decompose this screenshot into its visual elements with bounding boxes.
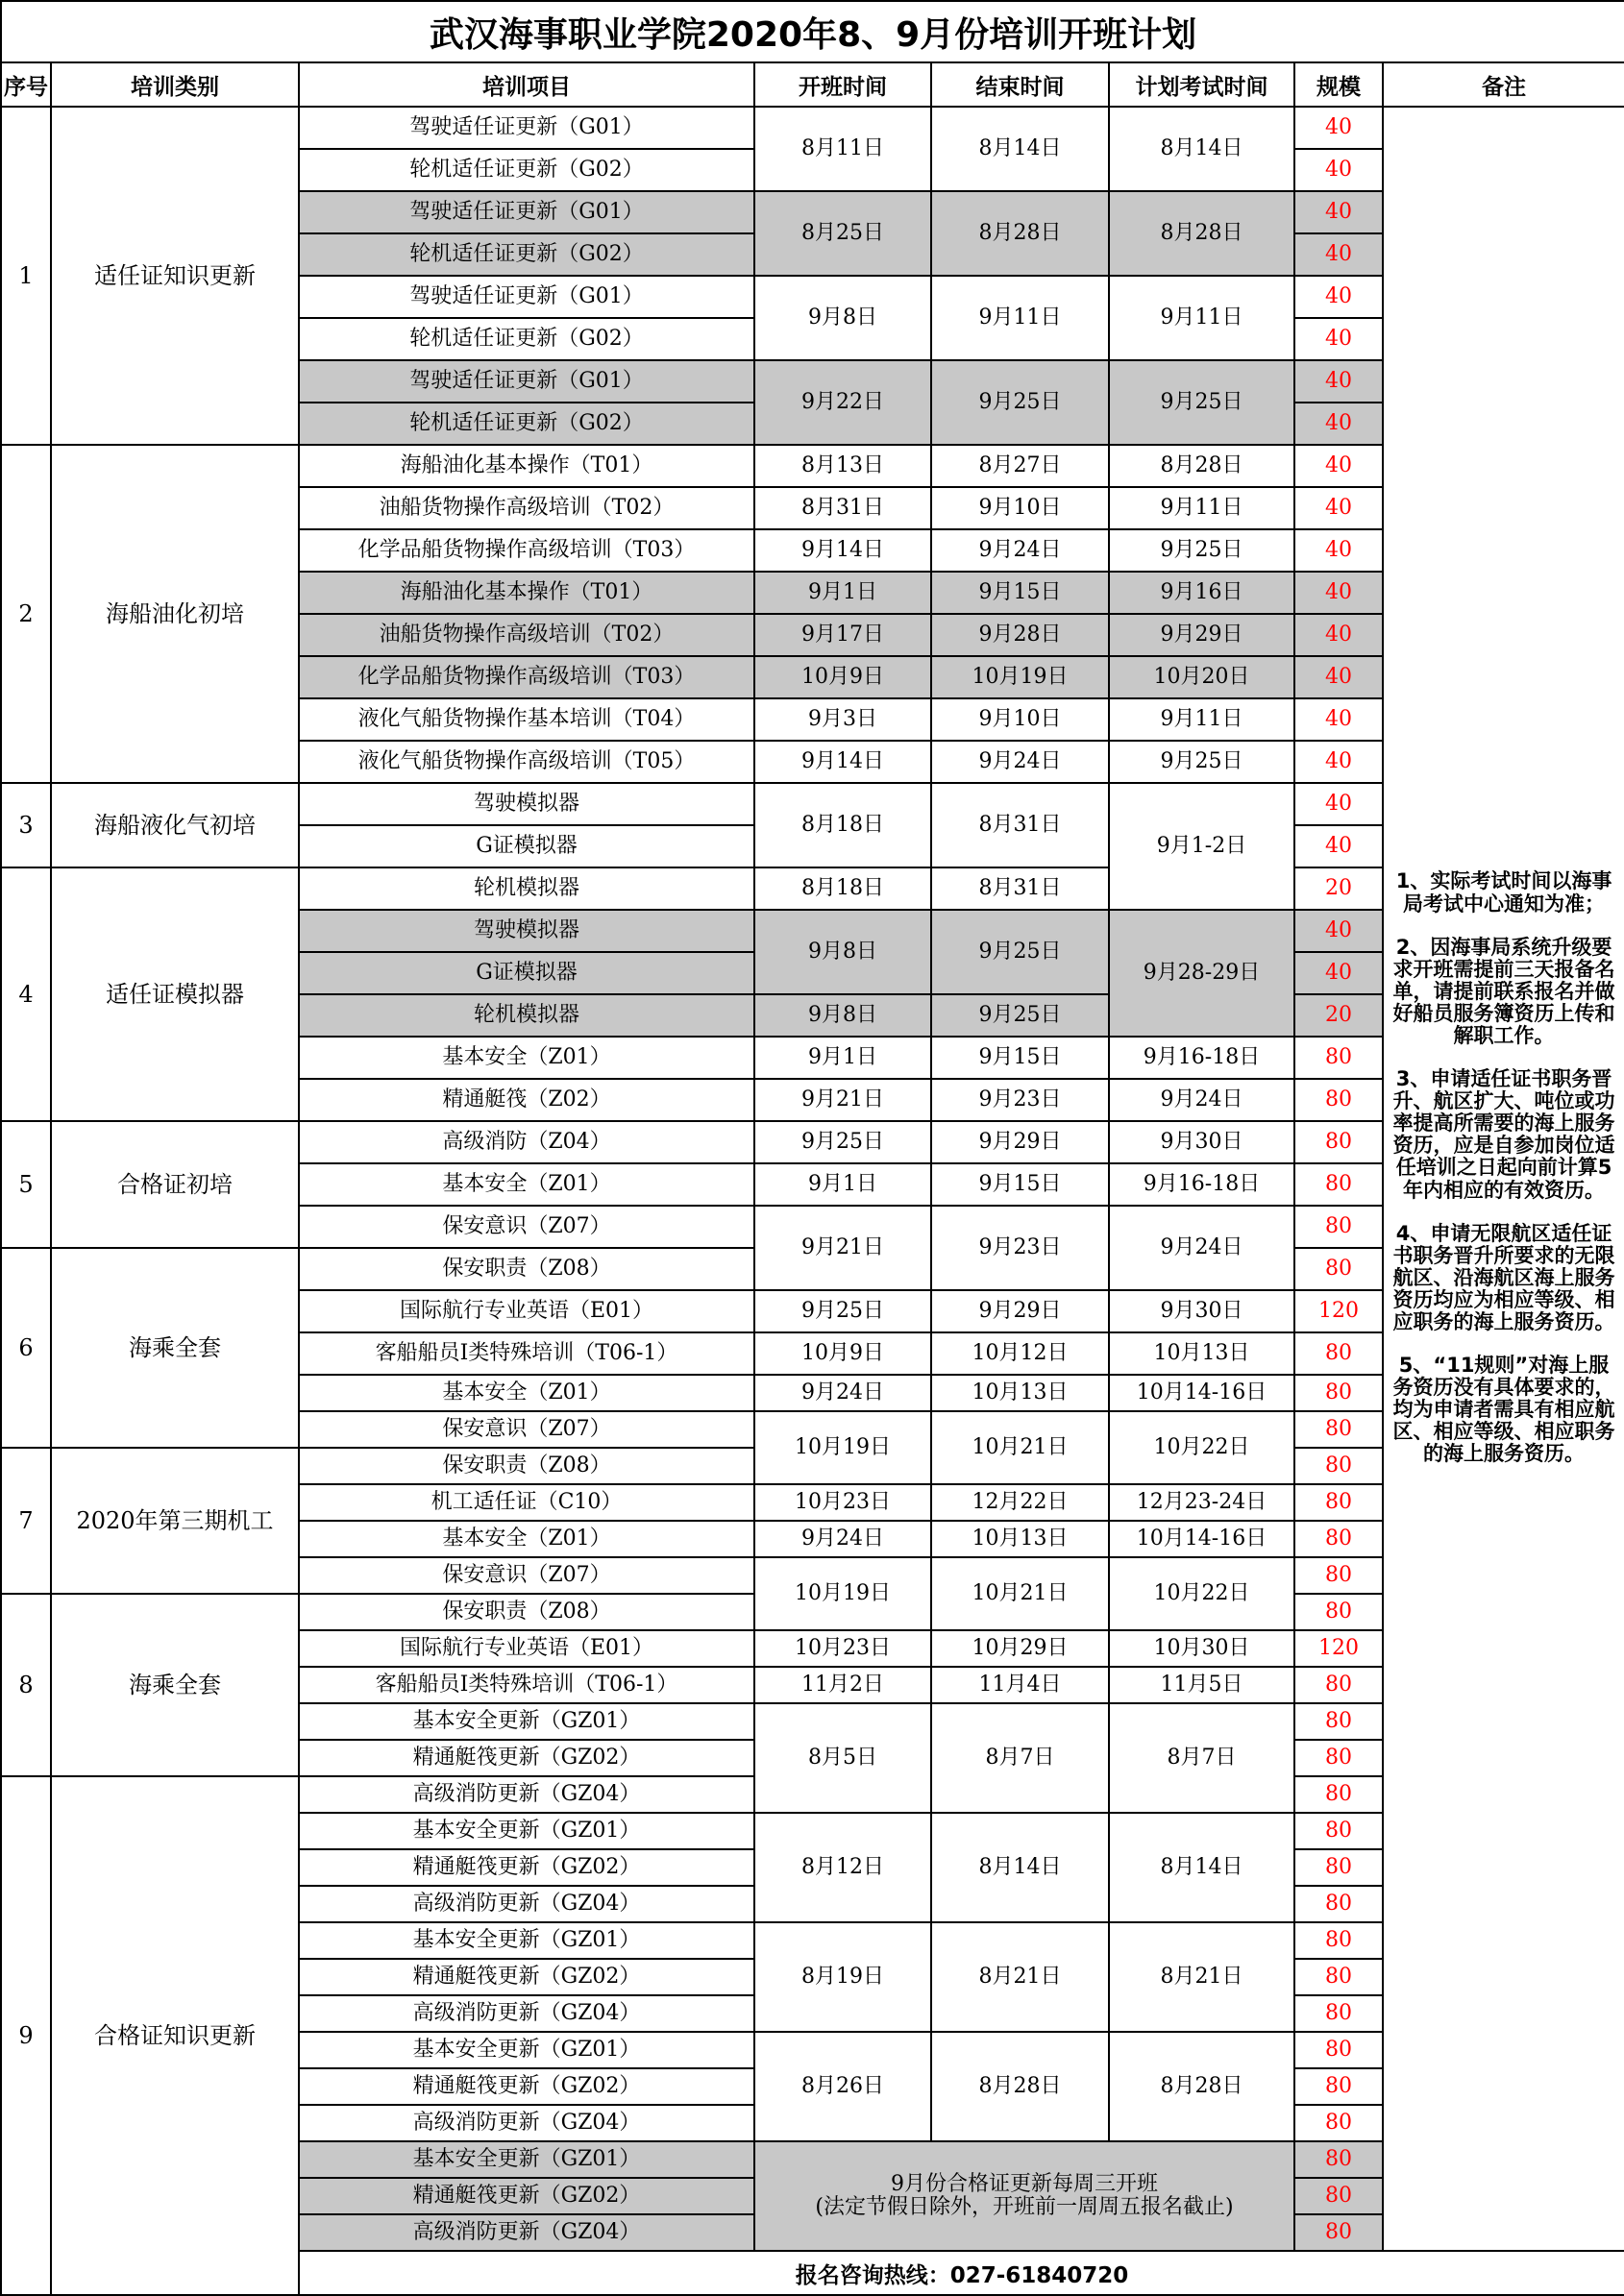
start-date: 9月24日 xyxy=(754,1375,931,1411)
header-remark: 备注 xyxy=(1383,62,1624,107)
scale-value: 80 xyxy=(1294,1121,1383,1163)
scale-value: 80 xyxy=(1294,1163,1383,1206)
training-item: G证模拟器 xyxy=(299,952,754,994)
scale-value: 80 xyxy=(1294,1886,1383,1922)
scale-value: 80 xyxy=(1294,1411,1383,1448)
training-item: 精通艇筏更新（GZ02） xyxy=(299,1959,754,1995)
training-item: 轮机适任证更新（G02） xyxy=(299,233,754,276)
scale-value: 40 xyxy=(1294,360,1383,403)
start-date: 9月8日 xyxy=(754,994,931,1037)
exam-date: 8月7日 xyxy=(1109,1703,1294,1813)
training-item: 基本安全（Z01） xyxy=(299,1521,754,1557)
end-date: 10月29日 xyxy=(931,1630,1109,1667)
end-date: 9月28日 xyxy=(931,614,1109,656)
table-row xyxy=(1,445,1624,487)
training-item: 国际航行专业英语（E01） xyxy=(299,1630,754,1667)
start-date: 9月21日 xyxy=(754,1206,931,1290)
training-item: 保安意识（Z07） xyxy=(299,1557,754,1594)
start-date: 8月25日 xyxy=(754,191,931,276)
exam-date: 9月30日 xyxy=(1109,1290,1294,1332)
training-item: 高级消防更新（GZ04） xyxy=(299,1995,754,2032)
exam-date: 9月25日 xyxy=(1109,360,1294,445)
header-row xyxy=(1,62,1624,107)
training-item: 基本安全（Z01） xyxy=(299,1375,754,1411)
training-item: 精通艇筏更新（GZ02） xyxy=(299,1849,754,1886)
scale-value: 80 xyxy=(1294,2068,1383,2105)
training-item: 驾驶适任证更新（G01） xyxy=(299,191,754,233)
remark-1: 1、实际考试时间以海事局考试中心通知为准； xyxy=(1395,869,1612,916)
start-date: 9月1日 xyxy=(754,1037,931,1079)
group-number: 4 xyxy=(1,867,51,1121)
start-date: 9月25日 xyxy=(754,1121,931,1163)
start-date: 9月24日 xyxy=(754,1521,931,1557)
training-item: 客船船员Ⅰ类特殊培训（T06-1） xyxy=(299,1332,754,1375)
header-start: 开班时间 xyxy=(754,62,931,107)
end-date: 9月25日 xyxy=(931,360,1109,445)
training-item: 精通艇筏（Z02） xyxy=(299,1079,754,1121)
scale-value: 40 xyxy=(1294,783,1383,825)
exam-date: 8月28日 xyxy=(1109,191,1294,276)
remark-2: 2、因海事局系统升级要求开班需提前三天报备名单，请提前联系报名并做好船员服务簿资历上传和解职工作。 xyxy=(1392,935,1615,1047)
training-item: 基本安全更新（GZ01） xyxy=(299,1813,754,1849)
exam-date: 10月30日 xyxy=(1109,1630,1294,1667)
start-date: 8月11日 xyxy=(754,107,931,191)
training-item: 基本安全（Z01） xyxy=(299,1163,754,1206)
exam-date: 11月5日 xyxy=(1109,1667,1294,1703)
scale-value: 120 xyxy=(1294,1290,1383,1332)
special-schedule-note xyxy=(754,2141,1294,2251)
training-item: 液化气船货物操作高级培训（T05） xyxy=(299,741,754,783)
training-item: 保安意识（Z07） xyxy=(299,1411,754,1448)
scale-value: 40 xyxy=(1294,487,1383,529)
scale-value: 40 xyxy=(1294,529,1383,572)
training-item: 驾驶适任证更新（G01） xyxy=(299,276,754,318)
end-date: 10月13日 xyxy=(931,1375,1109,1411)
scale-value: 80 xyxy=(1294,1849,1383,1886)
scale-value: 80 xyxy=(1294,1248,1383,1290)
end-date: 10月21日 xyxy=(931,1411,1109,1484)
group-category: 合格证知识更新 xyxy=(51,1776,299,2295)
scale-value: 80 xyxy=(1294,1667,1383,1703)
header-category: 培训类别 xyxy=(51,62,299,107)
scale-value: 40 xyxy=(1294,825,1383,867)
exam-date: 8月14日 xyxy=(1109,1813,1294,1922)
training-item: 轮机适任证更新（G02） xyxy=(299,318,754,360)
end-date: 8月31日 xyxy=(931,783,1109,867)
group-category: 适任证模拟器 xyxy=(51,867,299,1121)
scale-value: 80 xyxy=(1294,1037,1383,1079)
start-date: 8月5日 xyxy=(754,1703,931,1813)
exam-date: 9月16-18日 xyxy=(1109,1163,1294,1206)
scale-value: 40 xyxy=(1294,107,1383,149)
end-date: 9月25日 xyxy=(931,910,1109,994)
start-date: 9月3日 xyxy=(754,698,931,741)
table-row xyxy=(1,1121,1624,1163)
start-date: 9月21日 xyxy=(754,1079,931,1121)
scale-value: 80 xyxy=(1294,1557,1383,1594)
training-item: 油船货物操作高级培训（T02） xyxy=(299,614,754,656)
exam-date: 12月23-24日 xyxy=(1109,1484,1294,1521)
scale-value: 80 xyxy=(1294,1740,1383,1776)
exam-date: 9月30日 xyxy=(1109,1121,1294,1163)
group-number: 6 xyxy=(1,1248,51,1448)
training-item: 轮机适任证更新（G02） xyxy=(299,403,754,445)
end-date: 9月15日 xyxy=(931,1037,1109,1079)
training-item: 客船船员Ⅰ类特殊培训（T06-1） xyxy=(299,1667,754,1703)
end-date: 9月11日 xyxy=(931,276,1109,360)
end-date: 9月15日 xyxy=(931,1163,1109,1206)
end-date: 8月31日 xyxy=(931,867,1109,910)
table-row xyxy=(1,107,1624,149)
scale-value: 80 xyxy=(1294,1079,1383,1121)
start-date: 10月9日 xyxy=(754,656,931,698)
exam-date: 9月24日 xyxy=(1109,1079,1294,1121)
end-date: 9月24日 xyxy=(931,529,1109,572)
end-date: 9月23日 xyxy=(931,1079,1109,1121)
start-date: 8月13日 xyxy=(754,445,931,487)
page-title: 武汉海事职业学院2020年8、9月份培训开班计划 xyxy=(1,1,1624,62)
exam-date: 9月29日 xyxy=(1109,614,1294,656)
training-item: 高级消防更新（GZ04） xyxy=(299,1886,754,1922)
exam-date: 9月16-18日 xyxy=(1109,1037,1294,1079)
training-item: 驾驶模拟器 xyxy=(299,910,754,952)
training-item: 高级消防更新（GZ04） xyxy=(299,2105,754,2141)
exam-date: 10月14-16日 xyxy=(1109,1375,1294,1411)
scale-value: 80 xyxy=(1294,1813,1383,1849)
end-date: 8月27日 xyxy=(931,445,1109,487)
exam-date: 8月14日 xyxy=(1109,107,1294,191)
group-category: 海船油化初培 xyxy=(51,445,299,783)
scale-value: 40 xyxy=(1294,698,1383,741)
start-date: 10月23日 xyxy=(754,1630,931,1667)
start-date: 10月19日 xyxy=(754,1411,931,1484)
exam-date: 9月25日 xyxy=(1109,529,1294,572)
training-item: 精通艇筏更新（GZ02） xyxy=(299,2178,754,2214)
group-number: 2 xyxy=(1,445,51,783)
training-item: 基本安全（Z01） xyxy=(299,1037,754,1079)
group-number: 3 xyxy=(1,783,51,867)
scale-value: 40 xyxy=(1294,910,1383,952)
start-date: 8月18日 xyxy=(754,783,931,867)
scale-value: 40 xyxy=(1294,318,1383,360)
scale-value: 40 xyxy=(1294,191,1383,233)
exam-date: 9月28-29日 xyxy=(1109,910,1294,1037)
start-date: 8月19日 xyxy=(754,1922,931,2032)
scale-value: 40 xyxy=(1294,276,1383,318)
group-number: 1 xyxy=(1,107,51,445)
start-date: 9月25日 xyxy=(754,1290,931,1332)
header-exam: 计划考试时间 xyxy=(1109,62,1294,107)
scale-value: 40 xyxy=(1294,149,1383,191)
start-date: 9月8日 xyxy=(754,910,931,994)
training-item: 驾驶模拟器 xyxy=(299,783,754,825)
exam-date: 8月28日 xyxy=(1109,2032,1294,2141)
start-date: 11月2日 xyxy=(754,1667,931,1703)
exam-date: 10月14-16日 xyxy=(1109,1521,1294,1557)
remarks-column xyxy=(1383,107,1624,2251)
training-item: 精通艇筏更新（GZ02） xyxy=(299,1740,754,1776)
scale-value: 80 xyxy=(1294,1484,1383,1521)
training-item: 驾驶适任证更新（G01） xyxy=(299,107,754,149)
scale-value: 40 xyxy=(1294,403,1383,445)
exam-date: 9月24日 xyxy=(1109,1206,1294,1290)
training-item: 基本安全更新（GZ01） xyxy=(299,2141,754,2178)
end-date: 10月13日 xyxy=(931,1521,1109,1557)
start-date: 9月14日 xyxy=(754,529,931,572)
end-date: 12月22日 xyxy=(931,1484,1109,1521)
scale-value: 40 xyxy=(1294,741,1383,783)
exam-date: 9月1-2日 xyxy=(1109,783,1294,910)
scale-value: 20 xyxy=(1294,867,1383,910)
training-item: G证模拟器 xyxy=(299,825,754,867)
end-date: 9月25日 xyxy=(931,994,1109,1037)
header-no: 序号 xyxy=(1,62,51,107)
remark-5: 5、“11规则”对海上服务资历没有具体要求的，均为申请者需具有相应航区、相应等级、相应职务的海上服务资历。 xyxy=(1392,1354,1615,1466)
end-date: 9月23日 xyxy=(931,1206,1109,1290)
scale-value: 80 xyxy=(1294,1995,1383,2032)
training-item: 精通艇筏更新（GZ02） xyxy=(299,2068,754,2105)
training-item: 保安职责（Z08） xyxy=(299,1594,754,1630)
start-date: 9月8日 xyxy=(754,276,931,360)
training-item: 国际航行专业英语（E01） xyxy=(299,1290,754,1332)
table-row xyxy=(1,867,1624,910)
contact-hotline: 报名咨询热线：027-61840720 xyxy=(299,2251,1624,2295)
special-line-1: 9月份合格证更新每周三开班 xyxy=(891,2171,1158,2196)
training-item: 基本安全更新（GZ01） xyxy=(299,1922,754,1959)
header-project: 培训项目 xyxy=(299,62,754,107)
training-item: 海船油化基本操作（T01） xyxy=(299,445,754,487)
training-item: 高级消防更新（GZ04） xyxy=(299,1776,754,1813)
group-category: 海乘全套 xyxy=(51,1248,299,1448)
group-number: 9 xyxy=(1,1776,51,2295)
scale-value: 80 xyxy=(1294,1375,1383,1411)
exam-date: 10月22日 xyxy=(1109,1411,1294,1484)
end-date: 8月14日 xyxy=(931,1813,1109,1922)
training-item: 化学品船货物操作高级培训（T03） xyxy=(299,529,754,572)
end-date: 8月7日 xyxy=(931,1703,1109,1813)
start-date: 9月1日 xyxy=(754,572,931,614)
end-date: 11月4日 xyxy=(931,1667,1109,1703)
scale-value: 80 xyxy=(1294,2105,1383,2141)
scale-value: 40 xyxy=(1294,233,1383,276)
scale-value: 80 xyxy=(1294,2214,1383,2251)
end-date: 9月24日 xyxy=(931,741,1109,783)
scale-value: 40 xyxy=(1294,614,1383,656)
exam-date: 9月11日 xyxy=(1109,487,1294,529)
end-date: 9月10日 xyxy=(931,698,1109,741)
scale-value: 80 xyxy=(1294,2141,1383,2178)
training-item: 驾驶适任证更新（G01） xyxy=(299,360,754,403)
end-date: 9月10日 xyxy=(931,487,1109,529)
remark-4: 4、申请无限航区适任证书职务晋升所要求的无限航区、沿海航区海上服务资历均应为相应等级、相应职务的海上服务资历。 xyxy=(1392,1221,1615,1334)
training-item: 轮机适任证更新（G02） xyxy=(299,149,754,191)
training-item: 轮机模拟器 xyxy=(299,867,754,910)
special-line-2: (法定节假日除外，开班前一周周五报名截止) xyxy=(815,2195,1234,2219)
header-scale: 规模 xyxy=(1294,62,1383,107)
scale-value: 80 xyxy=(1294,1776,1383,1813)
scale-value: 80 xyxy=(1294,1594,1383,1630)
scale-value: 80 xyxy=(1294,1448,1383,1484)
scale-value: 40 xyxy=(1294,952,1383,994)
start-date: 10月23日 xyxy=(754,1484,931,1521)
end-date: 9月15日 xyxy=(931,572,1109,614)
remark-3: 3、申请适任证书职务晋升、航区扩大、吨位或功率提高所需要的海上服务资历，应是自参加岗位适任培训之日起向前计算5年内相应的有效资历。 xyxy=(1392,1067,1615,1202)
exam-date: 9月16日 xyxy=(1109,572,1294,614)
group-number: 7 xyxy=(1,1448,51,1594)
training-item: 液化气船货物操作基本培训（T04） xyxy=(299,698,754,741)
training-item: 保安职责（Z08） xyxy=(299,1448,754,1484)
scale-value: 20 xyxy=(1294,994,1383,1037)
start-date: 8月18日 xyxy=(754,867,931,910)
end-date: 8月28日 xyxy=(931,191,1109,276)
training-item: 化学品船货物操作高级培训（T03） xyxy=(299,656,754,698)
exam-date: 9月11日 xyxy=(1109,276,1294,360)
training-item: 高级消防更新（GZ04） xyxy=(299,2214,754,2251)
end-date: 8月14日 xyxy=(931,107,1109,191)
start-date: 9月14日 xyxy=(754,741,931,783)
scale-value: 80 xyxy=(1294,2032,1383,2068)
start-date: 9月1日 xyxy=(754,1163,931,1206)
start-date: 8月31日 xyxy=(754,487,931,529)
group-category: 海船液化气初培 xyxy=(51,783,299,867)
start-date: 10月9日 xyxy=(754,1332,931,1375)
scale-value: 80 xyxy=(1294,1922,1383,1959)
scale-value: 80 xyxy=(1294,1703,1383,1740)
training-item: 海船油化基本操作（T01） xyxy=(299,572,754,614)
end-date: 10月19日 xyxy=(931,656,1109,698)
scale-value: 80 xyxy=(1294,1521,1383,1557)
end-date: 8月28日 xyxy=(931,2032,1109,2141)
group-category: 海乘全套 xyxy=(51,1594,299,1776)
training-item: 机工适任证（C10） xyxy=(299,1484,754,1521)
exam-date: 10月13日 xyxy=(1109,1332,1294,1375)
exam-date: 10月22日 xyxy=(1109,1557,1294,1630)
start-date: 9月22日 xyxy=(754,360,931,445)
training-item: 基本安全更新（GZ01） xyxy=(299,2032,754,2068)
scale-value: 120 xyxy=(1294,1630,1383,1667)
exam-date: 8月21日 xyxy=(1109,1922,1294,2032)
scale-value: 80 xyxy=(1294,1332,1383,1375)
group-number: 8 xyxy=(1,1594,51,1776)
scale-value: 80 xyxy=(1294,2178,1383,2214)
training-item: 保安职责（Z08） xyxy=(299,1248,754,1290)
scale-value: 80 xyxy=(1294,1206,1383,1248)
scale-value: 40 xyxy=(1294,572,1383,614)
exam-date: 9月11日 xyxy=(1109,698,1294,741)
training-item: 保安意识（Z07） xyxy=(299,1206,754,1248)
training-item: 高级消防（Z04） xyxy=(299,1121,754,1163)
training-item: 油船货物操作高级培训（T02） xyxy=(299,487,754,529)
training-item: 基本安全更新（GZ01） xyxy=(299,1703,754,1740)
scale-value: 80 xyxy=(1294,1959,1383,1995)
table-row xyxy=(1,783,1624,825)
start-date: 8月26日 xyxy=(754,2032,931,2141)
end-date: 10月12日 xyxy=(931,1332,1109,1375)
group-category: 2020年第三期机工 xyxy=(51,1448,299,1594)
end-date: 9月29日 xyxy=(931,1121,1109,1163)
scale-value: 40 xyxy=(1294,445,1383,487)
start-date: 9月17日 xyxy=(754,614,931,656)
exam-date: 10月20日 xyxy=(1109,656,1294,698)
scale-value: 40 xyxy=(1294,656,1383,698)
end-date: 9月29日 xyxy=(931,1290,1109,1332)
training-item: 轮机模拟器 xyxy=(299,994,754,1037)
group-number: 5 xyxy=(1,1121,51,1248)
exam-date: 9月25日 xyxy=(1109,741,1294,783)
group-category: 合格证初培 xyxy=(51,1121,299,1248)
exam-date: 8月28日 xyxy=(1109,445,1294,487)
end-date: 10月21日 xyxy=(931,1557,1109,1630)
header-end: 结束时间 xyxy=(931,62,1109,107)
end-date: 8月21日 xyxy=(931,1922,1109,2032)
start-date: 10月19日 xyxy=(754,1557,931,1630)
start-date: 8月12日 xyxy=(754,1813,931,1922)
group-category: 适任证知识更新 xyxy=(51,107,299,445)
